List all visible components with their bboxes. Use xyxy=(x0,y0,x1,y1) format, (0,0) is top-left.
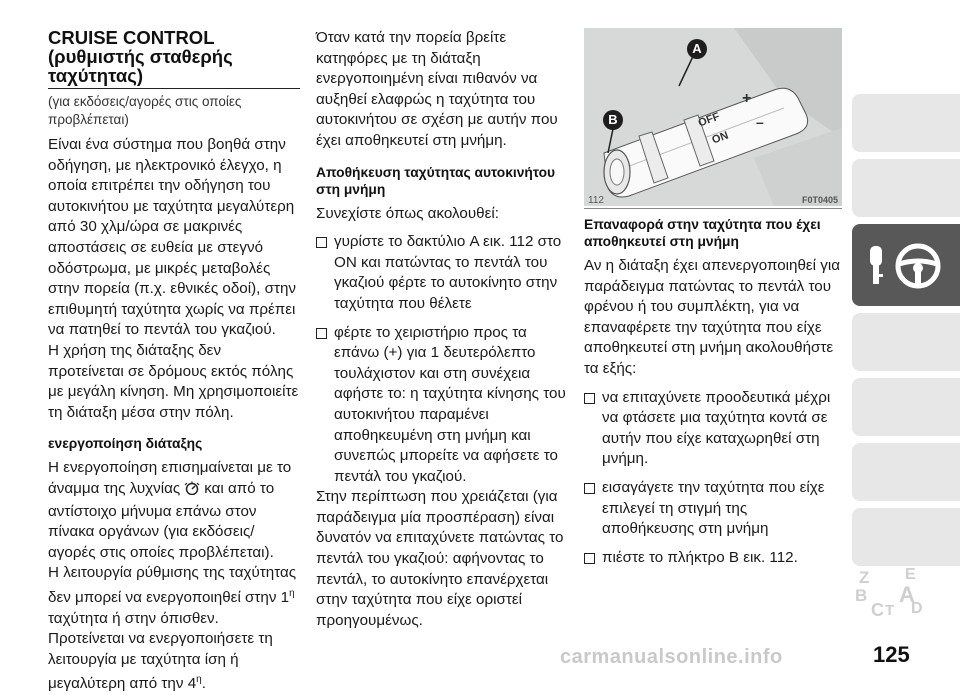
list-item: να επιταχύνετε προοδευτικά μέχρι να φτάσετε μια ταχύτητα κοντά σε αυτήν που είχε καταχωρηθεί στη μνήμη. xyxy=(584,388,842,470)
page-number: 125 xyxy=(873,642,910,667)
stalk-on-label: ON xyxy=(710,129,731,147)
chapter-tabs xyxy=(852,94,960,573)
figure-caption xyxy=(584,195,842,207)
column-2 xyxy=(316,28,568,631)
bullet-box-icon xyxy=(584,553,595,564)
stalk-off-label: OFF xyxy=(696,110,722,130)
index-letters-icon: Z E B A C T D xyxy=(855,566,923,620)
dashboard-lights-icon[interactable] xyxy=(852,159,960,217)
store-lead: Συνεχίστε όπως ακολουθεί: xyxy=(316,204,499,222)
watermark: carmanualsonline.info xyxy=(560,646,783,668)
figure-number: 112 xyxy=(588,195,604,206)
warning-triangle-icon[interactable] xyxy=(852,443,960,501)
restore-speed-heading: Επαναφορά στην ταχύτητα που έχει αποθηκευτεί στη μνήμη xyxy=(584,217,821,249)
stalk-minus-label: – xyxy=(756,114,764,130)
store-speed-heading: Αποθήκευση ταχύτητας αυτοκινήτου στη μνήμη xyxy=(316,164,556,197)
list-item: φέρτε το χειριστήριο προς τα επάνω (+) για 1 δευτερόλεπτο τουλάχιστον και στη συνέχεια αφήστε το: η ταχύτητα κίνησης του αυτοκινήτου παραμένει αποθηκευμένη στη μνήμη και συνεπώς μπορείτε να αφήσετε το πεντάλ του γκαζιού. xyxy=(316,323,568,488)
safety-icon[interactable] xyxy=(852,313,960,371)
bullet-box-icon xyxy=(316,237,327,248)
activation-heading: ενεργοποίηση διάταξης xyxy=(48,436,203,452)
overtake-paragraph: Στην περίπτωση που χρειάζεται (για παράδειγμα μία προσπέραση) είναι δυνατόν να επιταχύνετε πατώντας το πεντάλ του γκαζιού: αφήνοντας το πεντάλ, το αυτοκίνητο επανέρχεται στην ταχύτητα που είχε οριστεί προηγουμένως. xyxy=(316,488,564,629)
bullet-box-icon xyxy=(316,328,327,339)
activation-paragraph: Η ενεργοποίηση επισημαίνεται με το άναμμα της λυχνίας και από το αντίστοιχο μήνυμα επάνω στον πίνακα οργάνων (για εκδόσεις/αγορές στις οποίες προβλέπεται). xyxy=(48,459,292,561)
callout-a: A xyxy=(687,39,707,59)
cruise-control-stalk-figure xyxy=(584,28,842,206)
column-3 xyxy=(584,216,842,568)
list-item: πιέστε το πλήκτρο B εικ. 112. xyxy=(584,548,842,569)
wrench-icon[interactable] xyxy=(852,508,960,566)
figure-code: F0T0405 xyxy=(801,195,838,205)
steering-wheel-key-icon[interactable] xyxy=(852,224,960,306)
cruise-control-lamp-icon xyxy=(183,481,201,502)
gear-recommendation-paragraph: Προτείνεται να ενεργοποιήσετε τη λειτουργία με ταχύτητα ίση ή μεγαλύτερη από την $4^\eta$. xyxy=(48,630,273,693)
title-line-2: (ρυθμιστής σταθερής xyxy=(48,46,233,67)
title-line-1: CRUISE CONTROL xyxy=(48,27,215,48)
list-item: εισαγάγετε την ταχύτητα που είχε επιλεγεί τη στιγμή της αποθήκευσης στη μνήμη xyxy=(584,478,842,540)
title-divider xyxy=(48,88,300,89)
restore-lead: Αν η διάταξη έχει απενεργοποιηθεί για παράδειγμα πατώντας το πεντάλ του φρένου ή του συμπλέκτη, για να επαναφέρετε την ταχύτητα που είχε αποθηκευτεί στη μνήμη ακολουθήστε τα εξής: xyxy=(584,257,841,377)
bullet-box-icon xyxy=(584,393,595,404)
bullet-box-icon xyxy=(584,483,595,494)
list-item: γυρίστε το δακτύλιο A εικ. 112 στο ON και πατώντας το πεντάλ του γκαζιού φέρτε το αυτοκίνητο στην ταχύτητα που θέλετε xyxy=(316,232,568,314)
column-1 xyxy=(48,28,300,695)
downhill-paragraph: Όταν κατά την πορεία βρείτε κατηφόρες με τη διάταξη ενεργοποιημένη είναι πιθανόν να αυξηθεί ελαφρώς η ταχύτητα του αυτοκινήτου σε σχέση με αυτήν που έχει αποθηκευτεί στη μνήμη. xyxy=(316,29,558,149)
usage-warning-paragraph: Η χρήση της διάταξης δεν προτείνεται σε δρόμους εκτός πόλης με μεγάλη κίνηση. Μη χρησιμοποιείτε τη διάταξη μέσα στην πόλη. xyxy=(48,341,299,421)
intro-paragraph: Είναι ένα σύστημα που βοηθά στην οδήγηση, με ηλεκτρονικό έλεγχο, η οποία επιτρέπει την οδήγηση του αυτοκινήτου με ταχύτητα μεγαλύτερη από 30 χλμ/ώρα σε μακρινές αποστάσεις σε ευθεία με στεγνό οδόστρωμα, με μικρές μεταβολές στην πορεία (π.χ. εθνικές οδοί), στην επιθυμητή ταχύτητα χωρίς να πρέπει να πατηθεί το πεντάλ του γκαζιού. xyxy=(48,136,297,339)
section-title xyxy=(48,28,300,85)
engine-start-icon[interactable] xyxy=(852,378,960,436)
figure-divider xyxy=(584,208,842,209)
callout-b: B xyxy=(603,110,623,130)
stalk-plus-label: + xyxy=(742,90,752,107)
title-line-3: ταχύτητας) xyxy=(48,65,143,86)
availability-note: (για εκδόσεις/αγορές στις οποίες προβλέπεται) xyxy=(48,94,242,127)
gear-restriction-paragraph: Η λειτουργία ρύθμισης της ταχύτητας δεν μπορεί να ενεργοποιηθεί στην $1^\eta$ ταχύτητα ή στην όπισθεν. xyxy=(48,564,297,627)
car-info-icon[interactable] xyxy=(852,94,960,152)
